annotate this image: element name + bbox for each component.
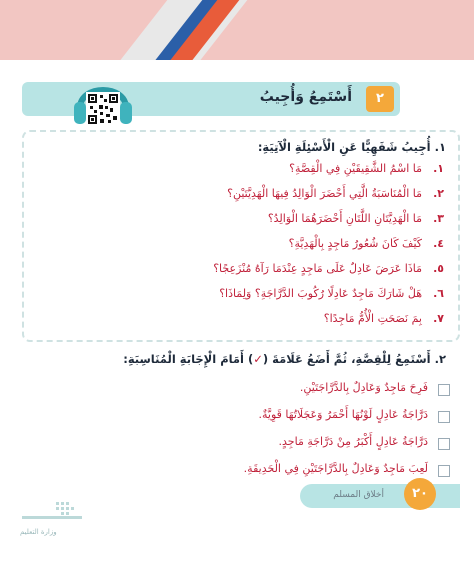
qr-code-icon[interactable] — [86, 92, 120, 126]
question-number: ٢. — [433, 187, 444, 200]
question-5 — [213, 262, 444, 280]
question-7 — [323, 312, 444, 330]
subject-name: أخلاق المسلم — [333, 490, 384, 500]
check-mark-icon: ✓ — [253, 352, 263, 366]
choice-3-checkbox[interactable] — [438, 438, 450, 450]
choice-4-checkbox[interactable] — [438, 465, 450, 477]
question-text: مَا الْهَدِيَّتَانِ اللَّتَانِ أَحْضَرَهُمَا الْوَالِدُ؟ — [267, 212, 422, 225]
ministry-name: وزارة التعليم — [20, 528, 57, 536]
lesson-number-badge: ٢ — [366, 86, 394, 112]
question-number: ٥. — [433, 262, 444, 275]
question-4 — [288, 237, 444, 255]
question-number: ١. — [433, 162, 444, 175]
question-number: ٦. — [433, 287, 444, 300]
question-text: مَاذَا عَرَضَ عَادِلٌ عَلَى مَاجِدٍ عِنْدَمَا رَآهُ مُنْزَعِجًا؟ — [213, 262, 422, 275]
section2-intro — [123, 352, 446, 366]
question-text: مَا اسْمُ الشَّقِيقَيْنِ فِي الْقِصَّةِ؟ — [289, 162, 422, 175]
question-text: كَيْفَ كَانَ شُعُورُ مَاجِدٍ بِالْهَدِيَّةِ؟ — [288, 237, 422, 250]
choice-2: دَرَّاجَةُ عَادِلٍ لَوْنُهَا أَحْمَرُ وَعَجَلَاتُهَا قَوِيَّةٌ. — [258, 408, 428, 421]
question-1 — [289, 162, 444, 180]
section2-intro-end: ) أَمَامَ الْإِجَابَةِ الْمُنَاسِبَةِ: — [123, 352, 254, 366]
question-text: مَا الْمُنَاسَبَةُ الَّتِي أَحْضَرَ الْوَالِدُ فِيهَا الْهَدِيَّتَيْنِ؟ — [227, 187, 422, 200]
section2-intro-start: ٢. أَسْتَمِعُ لِلْقِصَّةِ، ثُمَّ أَضَعُ عَلَامَةَ ( — [262, 352, 446, 366]
lesson-title: أَسْتَمِعُ وَأُجِيبُ — [259, 89, 352, 105]
choice-4: لَعِبَ مَاجِدٌ وَعَادِلٌ بِالدَّرَّاجَتَيْنِ فِي الْحَدِيقَةِ. — [243, 462, 428, 475]
top-decorative-band — [0, 0, 474, 60]
choice-1: فَرِحَ مَاجِدٌ وَعَادِلٌ بِالدَّرَّاجَتَيْنِ. — [299, 381, 428, 394]
ministry-logo-icon — [18, 500, 90, 526]
question-text: بِمَ نَصَحَتِ الْأُمُّ مَاجِدًا؟ — [323, 312, 422, 325]
question-number: ٤. — [433, 237, 444, 250]
question-6 — [219, 287, 444, 305]
question-2 — [227, 187, 444, 205]
question-number: ٧. — [433, 312, 444, 325]
choice-1-checkbox[interactable] — [438, 384, 450, 396]
question-3 — [267, 212, 444, 230]
section1-intro: ١. أُجِيبُ شَفَهِيًّا عَنِ الْأَسْئِلَةِ الْآتِيَةِ: — [257, 140, 446, 154]
page-number: ٢٠ — [404, 478, 436, 510]
question-number: ٣. — [433, 212, 444, 225]
choice-2-checkbox[interactable] — [438, 411, 450, 423]
question-text: هَلْ شَارَكَ مَاجِدٌ عَادِلًا رُكُوبَ الدَّرَّاجَةِ؟ وَلِمَاذَا؟ — [219, 287, 422, 300]
choice-3: دَرَّاجَةُ عَادِلٍ أَكْبَرُ مِنْ دَرَّاجَةِ مَاجِدٍ. — [278, 435, 428, 448]
